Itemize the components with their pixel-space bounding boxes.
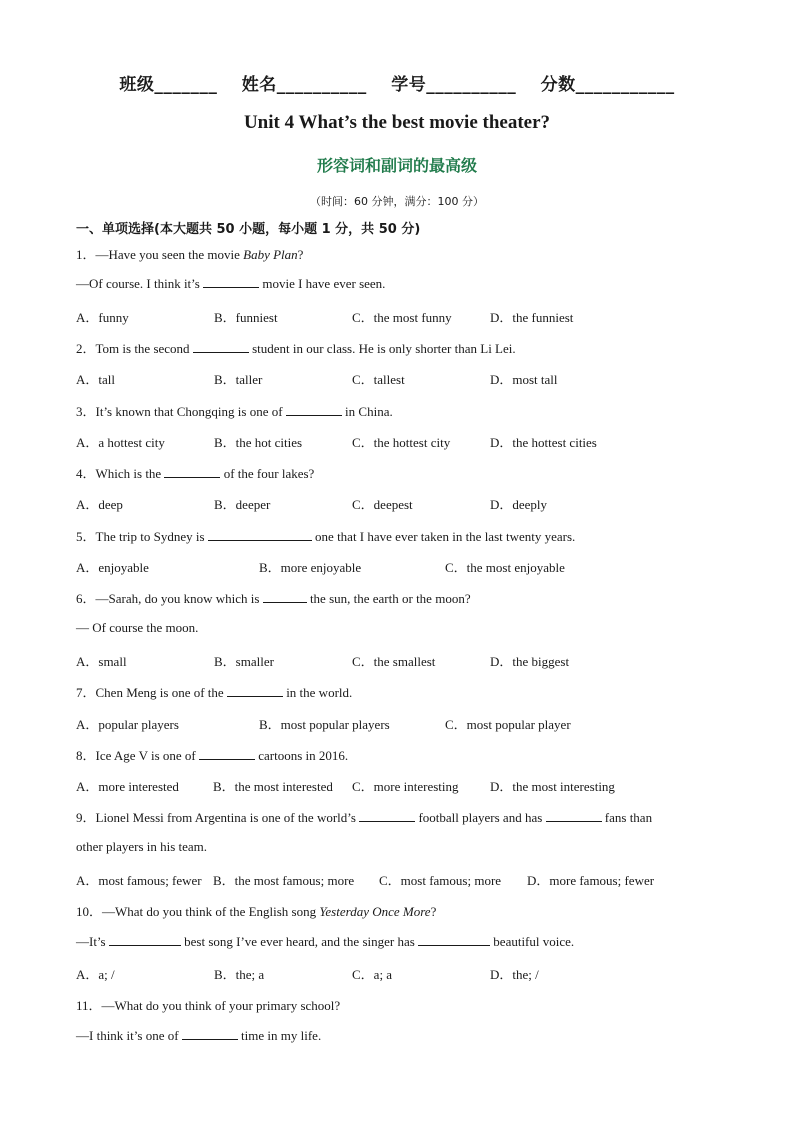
answer-blank[interactable] — [109, 933, 181, 946]
question-line — [76, 463, 314, 482]
option-a[interactable]: A．tall — [76, 372, 115, 388]
answer-blank[interactable] — [418, 933, 490, 946]
option-a[interactable]: A．a; / — [76, 966, 115, 982]
option-c[interactable]: C．the most enjoyable — [445, 560, 565, 575]
question-line — [76, 620, 198, 636]
question-text: 10．—What do you think of the English song — [76, 904, 320, 920]
question-text: ? — [297, 247, 304, 262]
answer-blank[interactable] — [164, 465, 220, 478]
option-a[interactable]: A．deep — [76, 497, 123, 513]
answer-options — [76, 432, 716, 450]
question-line — [76, 807, 652, 826]
question-line — [76, 745, 348, 764]
answer-options — [76, 870, 716, 888]
question-text: 6．—Sarah, do you know which is — [76, 591, 263, 607]
page-title: Unit 4 What’s the best movie theater? — [243, 112, 551, 133]
option-d[interactable]: D．the funniest — [490, 309, 574, 325]
question-line — [76, 995, 340, 1014]
student-id-field[interactable]: 学号__________ — [391, 75, 517, 95]
question-text: 2．Tom is the second — [76, 340, 193, 356]
question-text: — Of course the moon. — [76, 619, 199, 635]
option-b[interactable]: B．the most famous; more — [213, 873, 355, 888]
question-text: fans than — [601, 810, 653, 826]
title-text: Baby Plan — [243, 247, 298, 262]
question-line — [76, 244, 303, 263]
answer-blank[interactable] — [182, 1027, 238, 1040]
option-a[interactable]: A．most famous; fewer — [76, 873, 202, 888]
option-c[interactable]: C．most famous; more — [379, 873, 502, 888]
title-text: Yesterday Once More — [319, 904, 431, 920]
question-text: the sun, the earth or the moon? — [306, 591, 471, 607]
option-b[interactable]: B．the most interested — [213, 779, 333, 795]
option-b[interactable]: B．the hot cities — [214, 434, 303, 450]
question-text: 9．Lionel Messi from Argentina is one of the world’s — [76, 810, 360, 826]
question-text: time in my life. — [237, 1027, 322, 1043]
option-c[interactable]: C．tallest — [352, 372, 405, 388]
question-text: best song I’ve ever heard, and the singer has — [180, 933, 419, 949]
question-text: movie I have ever seen. — [259, 276, 386, 292]
question-line — [76, 933, 574, 950]
page-subtitle: 形容词和副词的最高级 — [316, 156, 477, 175]
question-text: 8．Ice Age V is one of — [76, 747, 199, 763]
question-text: —Of course. I think it’s — [76, 276, 204, 292]
answer-options — [76, 494, 716, 512]
answer-blank[interactable] — [286, 403, 342, 416]
question-text: in China. — [341, 403, 393, 419]
question-line — [76, 839, 207, 855]
class-field[interactable]: 班级_______ — [119, 75, 218, 95]
question-line — [76, 275, 385, 292]
option-d[interactable]: D．the hottest cities — [490, 434, 597, 450]
answer-blank[interactable] — [193, 340, 249, 353]
question-text: 1．—Have you seen the movie — [76, 247, 244, 262]
option-c[interactable]: C．the smallest — [352, 653, 436, 669]
question-line — [76, 526, 575, 545]
answer-blank[interactable] — [208, 528, 312, 541]
option-d[interactable]: D．the; / — [490, 966, 539, 982]
question-text: in the world. — [282, 685, 353, 701]
option-b[interactable]: B．funniest — [214, 309, 278, 325]
question-line — [76, 401, 393, 420]
question-text: ? — [430, 904, 437, 920]
option-a[interactable]: A．funny — [76, 309, 129, 325]
option-c[interactable]: C．most popular player — [445, 716, 571, 732]
question-text: other players in his team. — [76, 838, 208, 854]
option-d[interactable]: D．the most interesting — [490, 779, 615, 795]
answer-blank[interactable] — [203, 275, 259, 288]
question-text: 4．Which is the — [76, 466, 165, 482]
answer-blank[interactable] — [359, 809, 415, 822]
option-a[interactable]: A．small — [76, 653, 127, 669]
answer-blank[interactable] — [546, 809, 602, 822]
option-d[interactable]: D．deeply — [490, 497, 548, 513]
question-text: cartoons in 2016. — [255, 747, 349, 763]
question-line — [76, 338, 516, 357]
question-line — [76, 682, 352, 701]
question-line — [76, 901, 436, 920]
section-heading: 一、单项选择(本大题共 50 小题，每小题 1 分，共 50 分) — [76, 222, 421, 237]
question-text: 11．—What do you think of your primary school? — [76, 998, 341, 1014]
answer-blank[interactable] — [199, 747, 255, 760]
option-d[interactable]: D．the biggest — [490, 653, 570, 669]
option-b[interactable]: B．smaller — [214, 653, 274, 669]
option-c[interactable]: C．more interesting — [352, 779, 459, 795]
answer-options — [76, 557, 716, 575]
option-c[interactable]: C．the hottest city — [352, 434, 451, 450]
student-info-header — [0, 70, 794, 95]
option-d[interactable]: D．more famous; fewer — [527, 873, 655, 888]
question-text: one that I have ever taken in the last twenty years. — [311, 528, 576, 544]
option-b[interactable]: B．more enjoyable — [259, 560, 362, 575]
option-c[interactable]: C．a; a — [352, 966, 393, 982]
question-text: 3．It’s known that Chongqing is one of — [76, 403, 286, 419]
option-a[interactable]: A．more interested — [76, 779, 179, 795]
answer-options — [76, 651, 716, 669]
option-d[interactable]: D．most tall — [490, 372, 558, 388]
option-c[interactable]: C．deepest — [352, 497, 413, 513]
option-b[interactable]: B．the; a — [214, 966, 265, 982]
answer-options — [76, 369, 716, 387]
question-text: football players and has — [415, 810, 546, 826]
option-a[interactable]: A．enjoyable — [76, 560, 149, 575]
option-a[interactable]: A．popular players — [76, 716, 179, 732]
question-text: of the four lakes? — [220, 466, 315, 482]
question-text: 5．The trip to Sydney is — [76, 528, 208, 544]
answer-options — [76, 307, 716, 325]
question-line — [76, 1027, 321, 1044]
option-b[interactable]: B．taller — [214, 372, 263, 388]
question-text: student in our class. He is only shorter than Li Lei. — [248, 340, 516, 356]
answer-options — [76, 714, 716, 732]
question-text: beautiful voice. — [490, 933, 575, 949]
exam-meta: （时间：60 分钟，满分：100 分） — [310, 195, 484, 208]
question-text: —I think it’s one of — [76, 1027, 182, 1043]
option-a[interactable]: A．a hottest city — [76, 434, 165, 450]
option-c[interactable]: C．the most funny — [352, 309, 452, 325]
question-line — [76, 588, 471, 607]
option-b[interactable]: B．deeper — [214, 497, 271, 513]
answer-blank[interactable] — [263, 590, 307, 603]
option-b[interactable]: B．most popular players — [259, 716, 390, 732]
answer-options — [76, 964, 716, 982]
question-text: —It’s — [76, 933, 109, 949]
answer-options — [76, 776, 716, 794]
question-text: 7．Chen Meng is one of the — [76, 685, 227, 701]
score-field[interactable]: 分数___________ — [540, 75, 675, 95]
name-field[interactable]: 姓名__________ — [241, 75, 367, 95]
answer-blank[interactable] — [227, 684, 283, 697]
